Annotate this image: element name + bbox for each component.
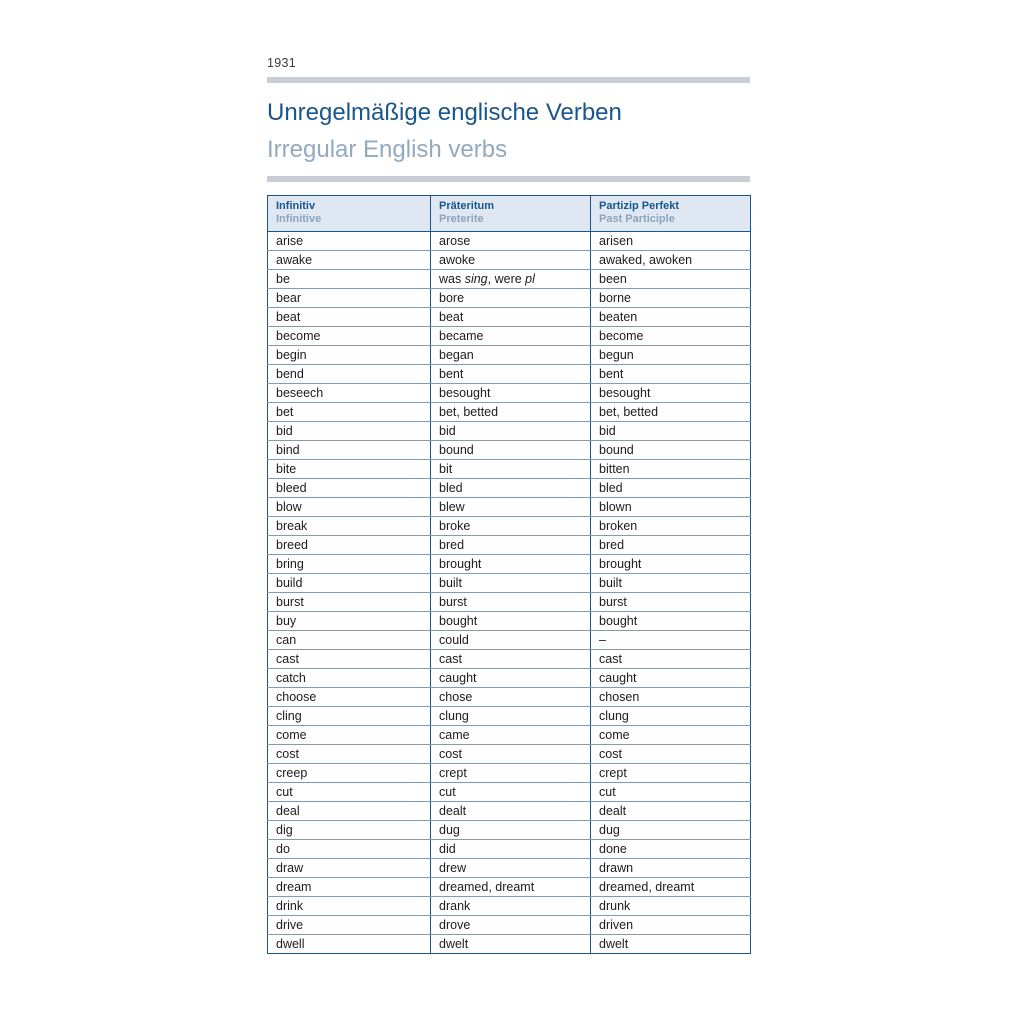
- cell-infinitive: can: [268, 631, 431, 650]
- cell-preterite: cut: [431, 783, 591, 802]
- cell-past-participle: built: [591, 574, 751, 593]
- cell-infinitive: bleed: [268, 479, 431, 498]
- header-infinitive-de: Infinitiv: [276, 200, 316, 213]
- cell-infinitive: deal: [268, 802, 431, 821]
- cell-preterite: caught: [431, 669, 591, 688]
- table-row: [268, 251, 751, 270]
- cell-past-participle: bent: [591, 365, 751, 384]
- cell-preterite: bled: [431, 479, 591, 498]
- cell-preterite: cost: [431, 745, 591, 764]
- cell-infinitive: bite: [268, 460, 431, 479]
- irregular-verbs-table: [267, 195, 751, 954]
- cell-preterite: brought: [431, 555, 591, 574]
- table-row: [268, 574, 751, 593]
- cell-preterite: dwelt: [431, 935, 591, 954]
- cell-infinitive: cling: [268, 707, 431, 726]
- cell-preterite: built: [431, 574, 591, 593]
- header-past-participle-en: Past Participle: [599, 213, 675, 226]
- table-row: [268, 555, 751, 574]
- cell-preterite: came: [431, 726, 591, 745]
- cell-infinitive: arise: [268, 232, 431, 251]
- cell-past-participle: brought: [591, 555, 751, 574]
- cell-past-participle: caught: [591, 669, 751, 688]
- cell-past-participle: dreamed, dreamt: [591, 878, 751, 897]
- cell-infinitive: blow: [268, 498, 431, 517]
- cell-infinitive: bring: [268, 555, 431, 574]
- cell-past-participle: borne: [591, 289, 751, 308]
- table-row: [268, 878, 751, 897]
- cell-past-participle: driven: [591, 916, 751, 935]
- cell-past-participle: done: [591, 840, 751, 859]
- title-divider-bar: [267, 176, 750, 182]
- cell-past-participle: broken: [591, 517, 751, 536]
- cell-past-participle: cast: [591, 650, 751, 669]
- table-row: [268, 232, 751, 251]
- cell-past-participle: cost: [591, 745, 751, 764]
- cell-infinitive: cut: [268, 783, 431, 802]
- header-infinitive: [268, 196, 431, 232]
- table-row: [268, 897, 751, 916]
- header-preterite-en: Preterite: [439, 213, 484, 226]
- cell-preterite: bid: [431, 422, 591, 441]
- table-row: [268, 916, 751, 935]
- cell-infinitive: cast: [268, 650, 431, 669]
- page-content: [267, 56, 750, 954]
- cell-past-participle: been: [591, 270, 751, 289]
- table-row: [268, 479, 751, 498]
- cell-preterite: drove: [431, 916, 591, 935]
- cell-preterite: bred: [431, 536, 591, 555]
- table-header-row: [268, 196, 751, 232]
- cell-infinitive: choose: [268, 688, 431, 707]
- table-row: [268, 726, 751, 745]
- cell-infinitive: break: [268, 517, 431, 536]
- page-title-german: Unregelmäßige englische Verben: [267, 99, 622, 126]
- cell-preterite: besought: [431, 384, 591, 403]
- cell-past-participle: arisen: [591, 232, 751, 251]
- header-preterite: [431, 196, 591, 232]
- cell-preterite: beat: [431, 308, 591, 327]
- cell-past-participle: dwelt: [591, 935, 751, 954]
- table-row: [268, 498, 751, 517]
- cell-infinitive: dig: [268, 821, 431, 840]
- table-row: [268, 441, 751, 460]
- cell-preterite: drew: [431, 859, 591, 878]
- cell-past-participle: chosen: [591, 688, 751, 707]
- table-row: [268, 612, 751, 631]
- top-divider-bar: [267, 77, 750, 83]
- cell-past-participle: dug: [591, 821, 751, 840]
- table-row: [268, 289, 751, 308]
- cell-past-participle: bought: [591, 612, 751, 631]
- cell-preterite: bit: [431, 460, 591, 479]
- cell-infinitive: drink: [268, 897, 431, 916]
- table-row: [268, 536, 751, 555]
- cell-past-participle: bid: [591, 422, 751, 441]
- table-row: [268, 707, 751, 726]
- cell-preterite: blew: [431, 498, 591, 517]
- header-past-participle: [591, 196, 751, 232]
- cell-infinitive: build: [268, 574, 431, 593]
- cell-infinitive: bend: [268, 365, 431, 384]
- cell-past-participle: besought: [591, 384, 751, 403]
- cell-infinitive: drive: [268, 916, 431, 935]
- table-row: [268, 403, 751, 422]
- table-row: [268, 650, 751, 669]
- cell-past-participle: clung: [591, 707, 751, 726]
- cell-past-participle: burst: [591, 593, 751, 612]
- cell-infinitive: beseech: [268, 384, 431, 403]
- cell-past-participle: cut: [591, 783, 751, 802]
- cell-preterite: did: [431, 840, 591, 859]
- cell-preterite: chose: [431, 688, 591, 707]
- cell-infinitive: become: [268, 327, 431, 346]
- table-row: [268, 517, 751, 536]
- cell-infinitive: bear: [268, 289, 431, 308]
- verb-table-body: [268, 232, 751, 954]
- header-infinitive-en: Infinitive: [276, 213, 322, 226]
- cell-preterite: crept: [431, 764, 591, 783]
- cell-past-participle: begun: [591, 346, 751, 365]
- table-row: [268, 783, 751, 802]
- cell-past-participle: bet, betted: [591, 403, 751, 422]
- cell-past-participle: drunk: [591, 897, 751, 916]
- table-row: [268, 802, 751, 821]
- cell-infinitive: breed: [268, 536, 431, 555]
- cell-past-participle: bitten: [591, 460, 751, 479]
- cell-past-participle: beaten: [591, 308, 751, 327]
- cell-infinitive: bet: [268, 403, 431, 422]
- table-row: [268, 688, 751, 707]
- table-row: [268, 821, 751, 840]
- table-row: [268, 840, 751, 859]
- table-row: [268, 384, 751, 403]
- cell-preterite: could: [431, 631, 591, 650]
- page-title-english: Irregular English verbs: [267, 135, 508, 163]
- cell-preterite: bound: [431, 441, 591, 460]
- table-row: [268, 859, 751, 878]
- cell-past-participle: bred: [591, 536, 751, 555]
- table-row: [268, 669, 751, 688]
- cell-past-participle: bound: [591, 441, 751, 460]
- table-row: [268, 422, 751, 441]
- cell-infinitive: do: [268, 840, 431, 859]
- table-header: [268, 196, 751, 232]
- cell-preterite: burst: [431, 593, 591, 612]
- cell-infinitive: buy: [268, 612, 431, 631]
- cell-past-participle: awaked, awoken: [591, 251, 751, 270]
- table-row: [268, 346, 751, 365]
- table-row: [268, 764, 751, 783]
- cell-past-participle: bled: [591, 479, 751, 498]
- cell-infinitive: come: [268, 726, 431, 745]
- cell-preterite: dug: [431, 821, 591, 840]
- cell-infinitive: be: [268, 270, 431, 289]
- cell-infinitive: dream: [268, 878, 431, 897]
- cell-past-participle: crept: [591, 764, 751, 783]
- cell-preterite: bought: [431, 612, 591, 631]
- cell-past-participle: drawn: [591, 859, 751, 878]
- cell-preterite: broke: [431, 517, 591, 536]
- header-past-participle-de: Partizip Perfekt: [599, 200, 680, 213]
- page-number: 1931: [267, 56, 297, 70]
- cell-infinitive: cost: [268, 745, 431, 764]
- cell-preterite: arose: [431, 232, 591, 251]
- cell-preterite: was sing, were pl: [431, 270, 591, 289]
- cell-infinitive: catch: [268, 669, 431, 688]
- table-row: [268, 270, 751, 289]
- cell-past-participle: come: [591, 726, 751, 745]
- cell-preterite: bore: [431, 289, 591, 308]
- cell-preterite: became: [431, 327, 591, 346]
- cell-preterite: drank: [431, 897, 591, 916]
- cell-infinitive: bid: [268, 422, 431, 441]
- table-row: [268, 327, 751, 346]
- cell-infinitive: dwell: [268, 935, 431, 954]
- cell-infinitive: begin: [268, 346, 431, 365]
- cell-preterite: dealt: [431, 802, 591, 821]
- cell-preterite: awoke: [431, 251, 591, 270]
- cell-infinitive: burst: [268, 593, 431, 612]
- cell-preterite: cast: [431, 650, 591, 669]
- cell-infinitive: bind: [268, 441, 431, 460]
- cell-preterite: bet, betted: [431, 403, 591, 422]
- cell-infinitive: creep: [268, 764, 431, 783]
- cell-preterite: clung: [431, 707, 591, 726]
- table-row: [268, 745, 751, 764]
- table-row: [268, 593, 751, 612]
- cell-infinitive: beat: [268, 308, 431, 327]
- cell-past-participle: dealt: [591, 802, 751, 821]
- table-row: [268, 308, 751, 327]
- cell-preterite: dreamed, dreamt: [431, 878, 591, 897]
- table-row: [268, 460, 751, 479]
- cell-preterite: began: [431, 346, 591, 365]
- cell-infinitive: draw: [268, 859, 431, 878]
- table-row: [268, 365, 751, 384]
- table-row: [268, 631, 751, 650]
- table-row: [268, 935, 751, 954]
- header-preterite-de: Präteritum: [439, 200, 495, 213]
- cell-past-participle: blown: [591, 498, 751, 517]
- cell-past-participle: become: [591, 327, 751, 346]
- cell-past-participle: –: [591, 631, 751, 650]
- cell-preterite: bent: [431, 365, 591, 384]
- cell-infinitive: awake: [268, 251, 431, 270]
